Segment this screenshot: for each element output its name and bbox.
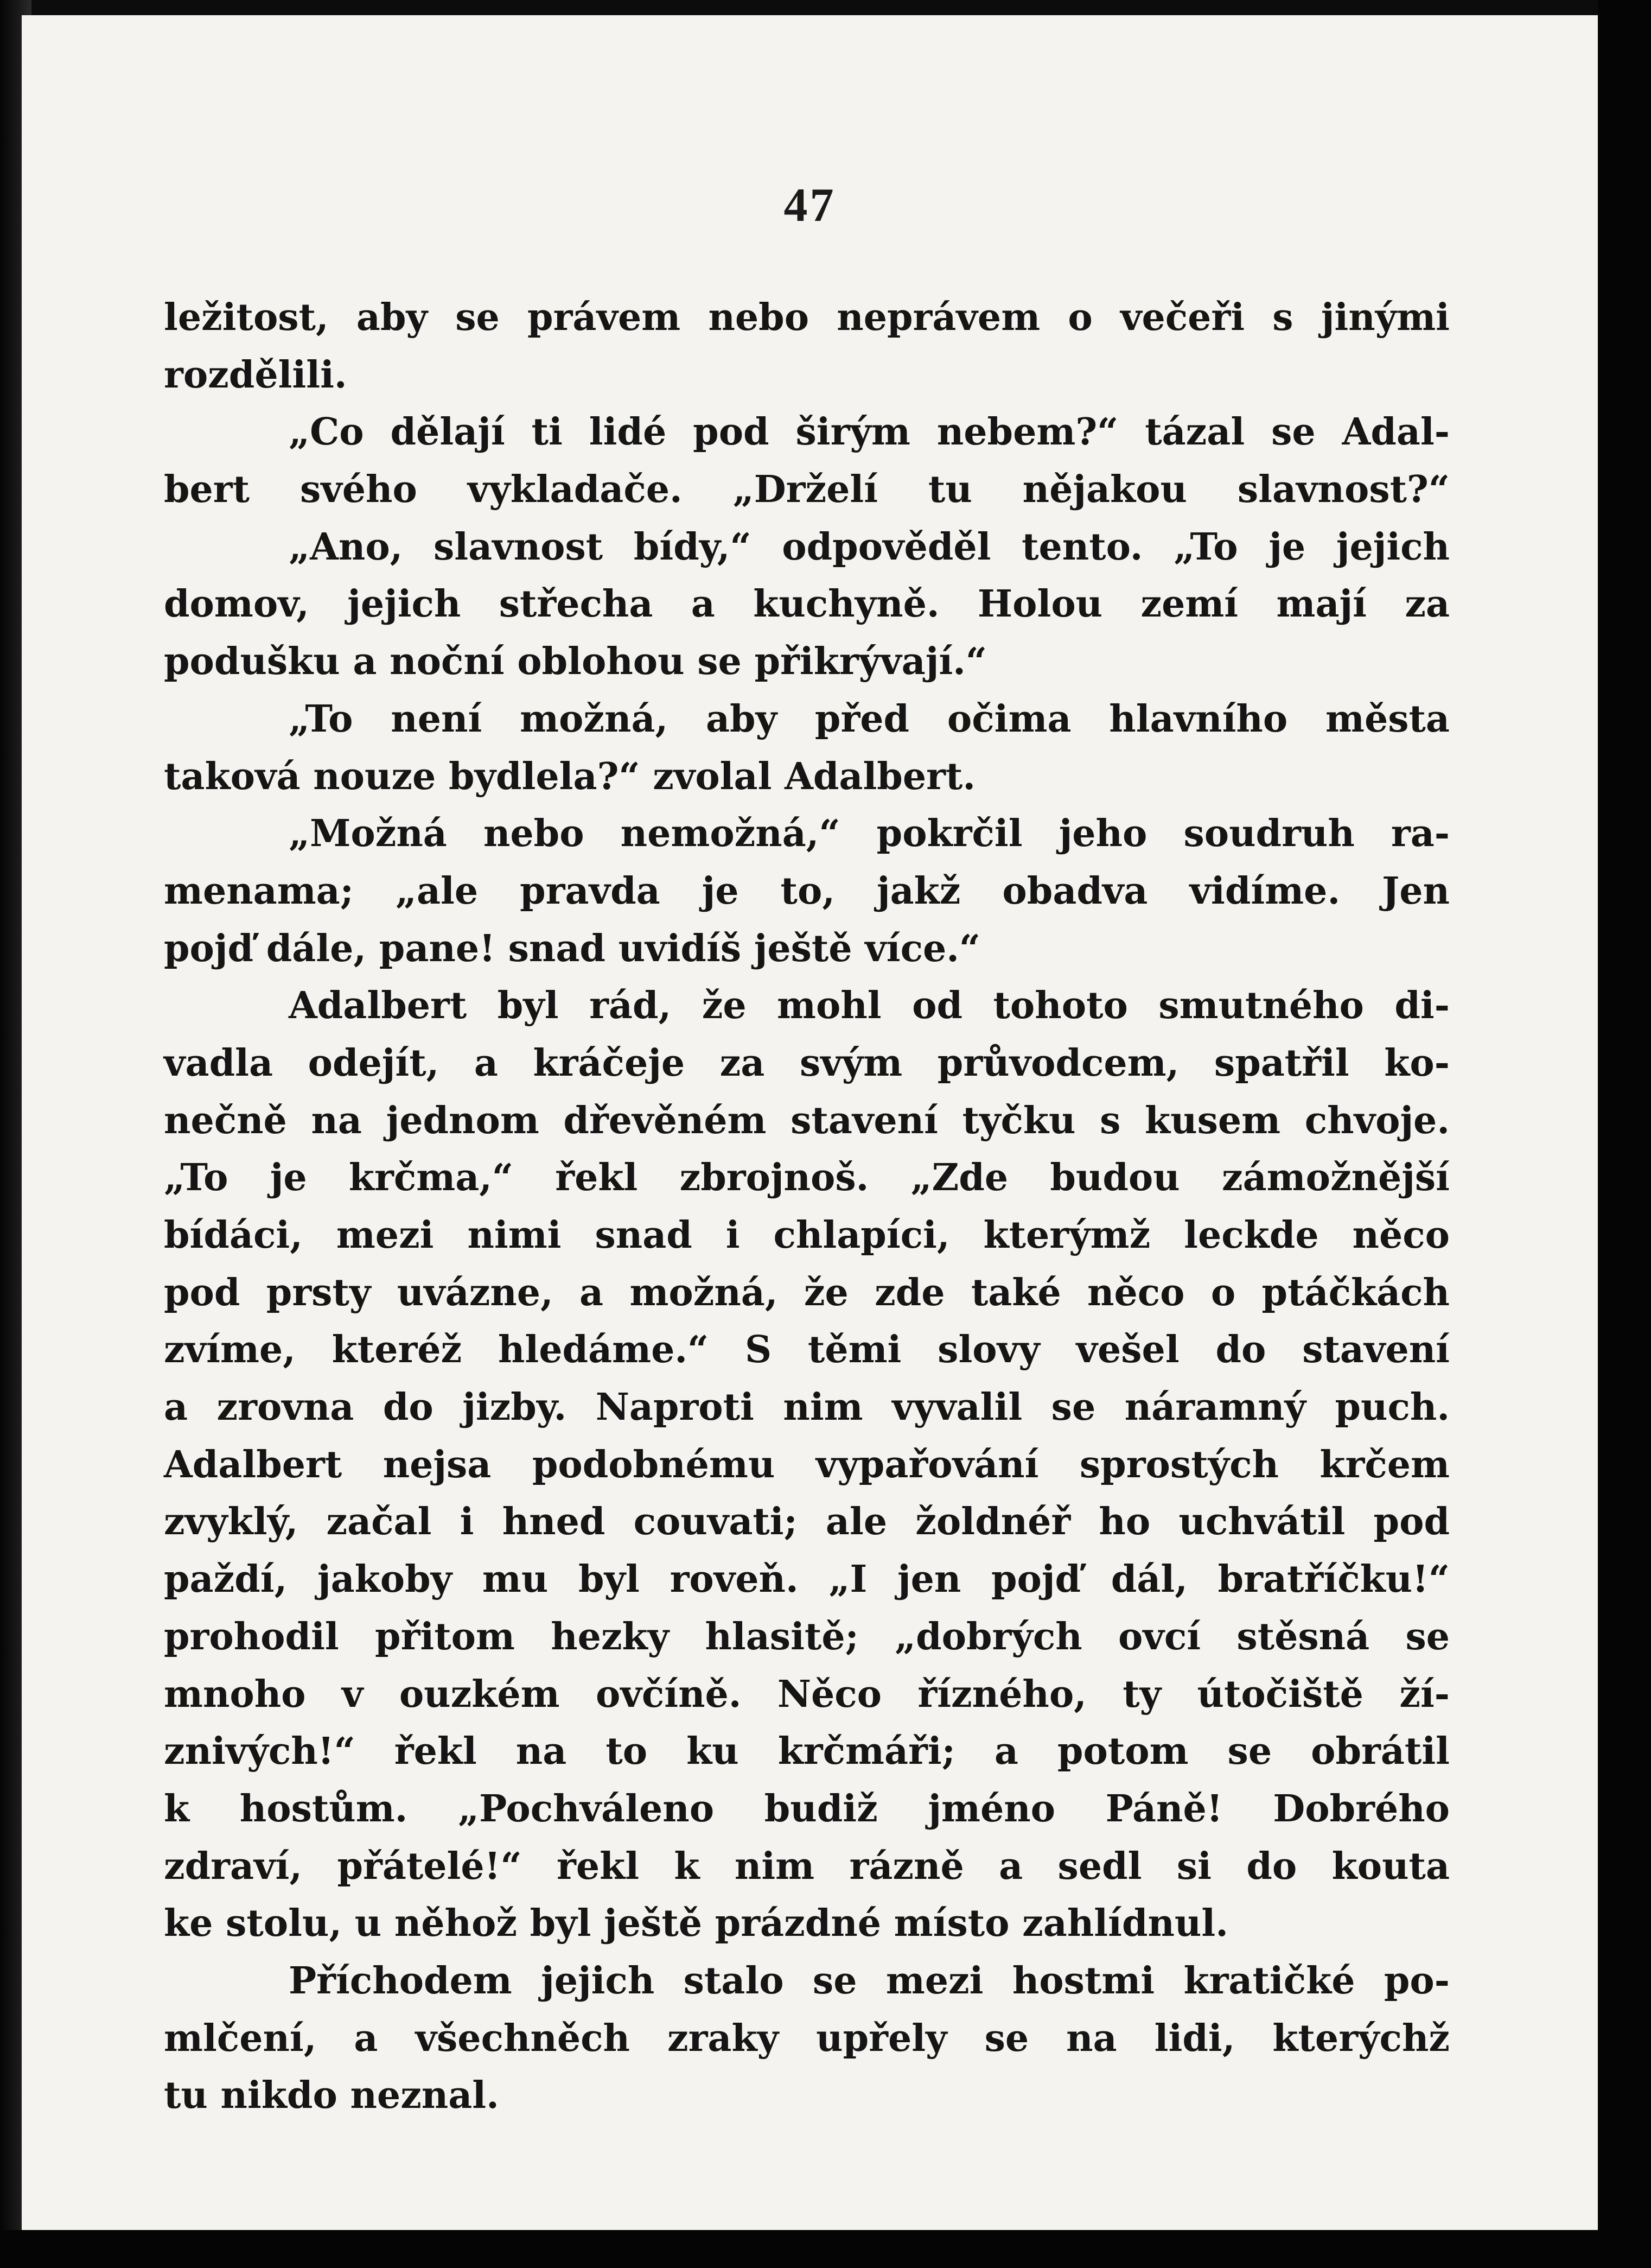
text-line: zvíme, kteréž hledáme.“ S těmi slovy vešel do stavení (164, 1328, 1450, 1372)
text-line: pojď dále, pane! snad uvidíš ještě více.“ (164, 926, 981, 970)
text-line: vadla odejít, a kráčeje za svým průvodcem, spatřil ko- (164, 1041, 1450, 1085)
text-line: prohodil přitom hezky hlasitě; „dobrých ovcí stěsná se (164, 1615, 1450, 1659)
text-line: rozdělili. (164, 353, 347, 397)
text-line: „Ano, slavnost bídy,“ odpověděl tento. „To je jejich (289, 525, 1450, 569)
text-line: „To je krčma,“ řekl zbrojnoš. „Zde budou zámožnější (164, 1156, 1450, 1200)
text-line: Adalbert byl rád, že mohl od tohoto smutného di- (289, 984, 1450, 1028)
text-line: ležitost, aby se právem nebo neprávem o večeři s jinými (164, 296, 1450, 339)
scan-border-bottom (0, 2230, 1651, 2268)
text-line: bídáci, mezi nimi snad i chlapíci, kterýmž leckde něco (164, 1214, 1450, 1257)
text-line: taková nouze bydlela?“ zvolal Adalbert. (164, 754, 976, 798)
text-line: „Co dělají ti lidé pod širým nebem?“ tázal se Adal- (289, 410, 1450, 454)
text-line: bert svého vykladače. „Drželí tu nějakou slavnost?“ (164, 468, 1450, 512)
text-line: Adalbert nejsa podobnému vypařování sprostých krčem (164, 1443, 1450, 1486)
text-line: mlčení, a všechněch zraky upřely se na lidi, kterýchž (164, 2016, 1450, 2060)
text-line: „To není možná, aby před očima hlavního města (289, 697, 1450, 741)
text-line: tu nikdo neznal. (164, 2074, 499, 2118)
text-line: zvyklý, začal i hned couvati; ale žoldnéř ho uchvátil pod (164, 1500, 1450, 1544)
body-text (164, 289, 1450, 2125)
text-line: paždí, jakoby mu byl roveň. „I jen pojď dál, bratříčku!“ (164, 1558, 1450, 1602)
page-number: 47 (783, 179, 836, 232)
text-line: k hostům. „Pochváleno budiž jméno Páně! Dobrého (164, 1787, 1450, 1831)
text-line: zdraví, přátelé!“ řekl k nim rázně a sedl si do kouta (164, 1844, 1450, 1888)
book-page (22, 15, 1598, 2232)
scan-border-right (1598, 0, 1651, 2268)
text-line: mnoho v ouzkém ovčíně. Něco řízného, ty útočiště ží- (164, 1672, 1450, 1716)
text-line: pod prsty uvázne, a možná, že zde také něco o ptáčkách (164, 1270, 1450, 1314)
text-line: ke stolu, u něhož byl ještě prázdné místo zahlídnul. (164, 1902, 1228, 1946)
text-line: Příchodem jejich stalo se mezi hostmi kratičké po- (289, 1959, 1450, 2003)
text-line: menama; „ale pravda je to, jakž obadva vidíme. Jen (164, 869, 1450, 913)
text-line: domov, jejich střecha a kuchyně. Holou zemí mají za (164, 582, 1450, 626)
text-line: nečně na jednom dřevěném stavení tyčku s kusem chvoje. (164, 1098, 1450, 1142)
text-line: znivých!“ řekl na to ku krčmáři; a potom se obrátil (164, 1730, 1450, 1774)
text-line: podušku a noční oblohou se přikrývají.“ (164, 640, 987, 684)
text-line: a zrovna do jizby. Naproti nim vyvalil se náramný puch. (164, 1386, 1450, 1430)
text-line: „Možná nebo nemožná,“ pokrčil jeho soudruh ra- (289, 812, 1450, 856)
